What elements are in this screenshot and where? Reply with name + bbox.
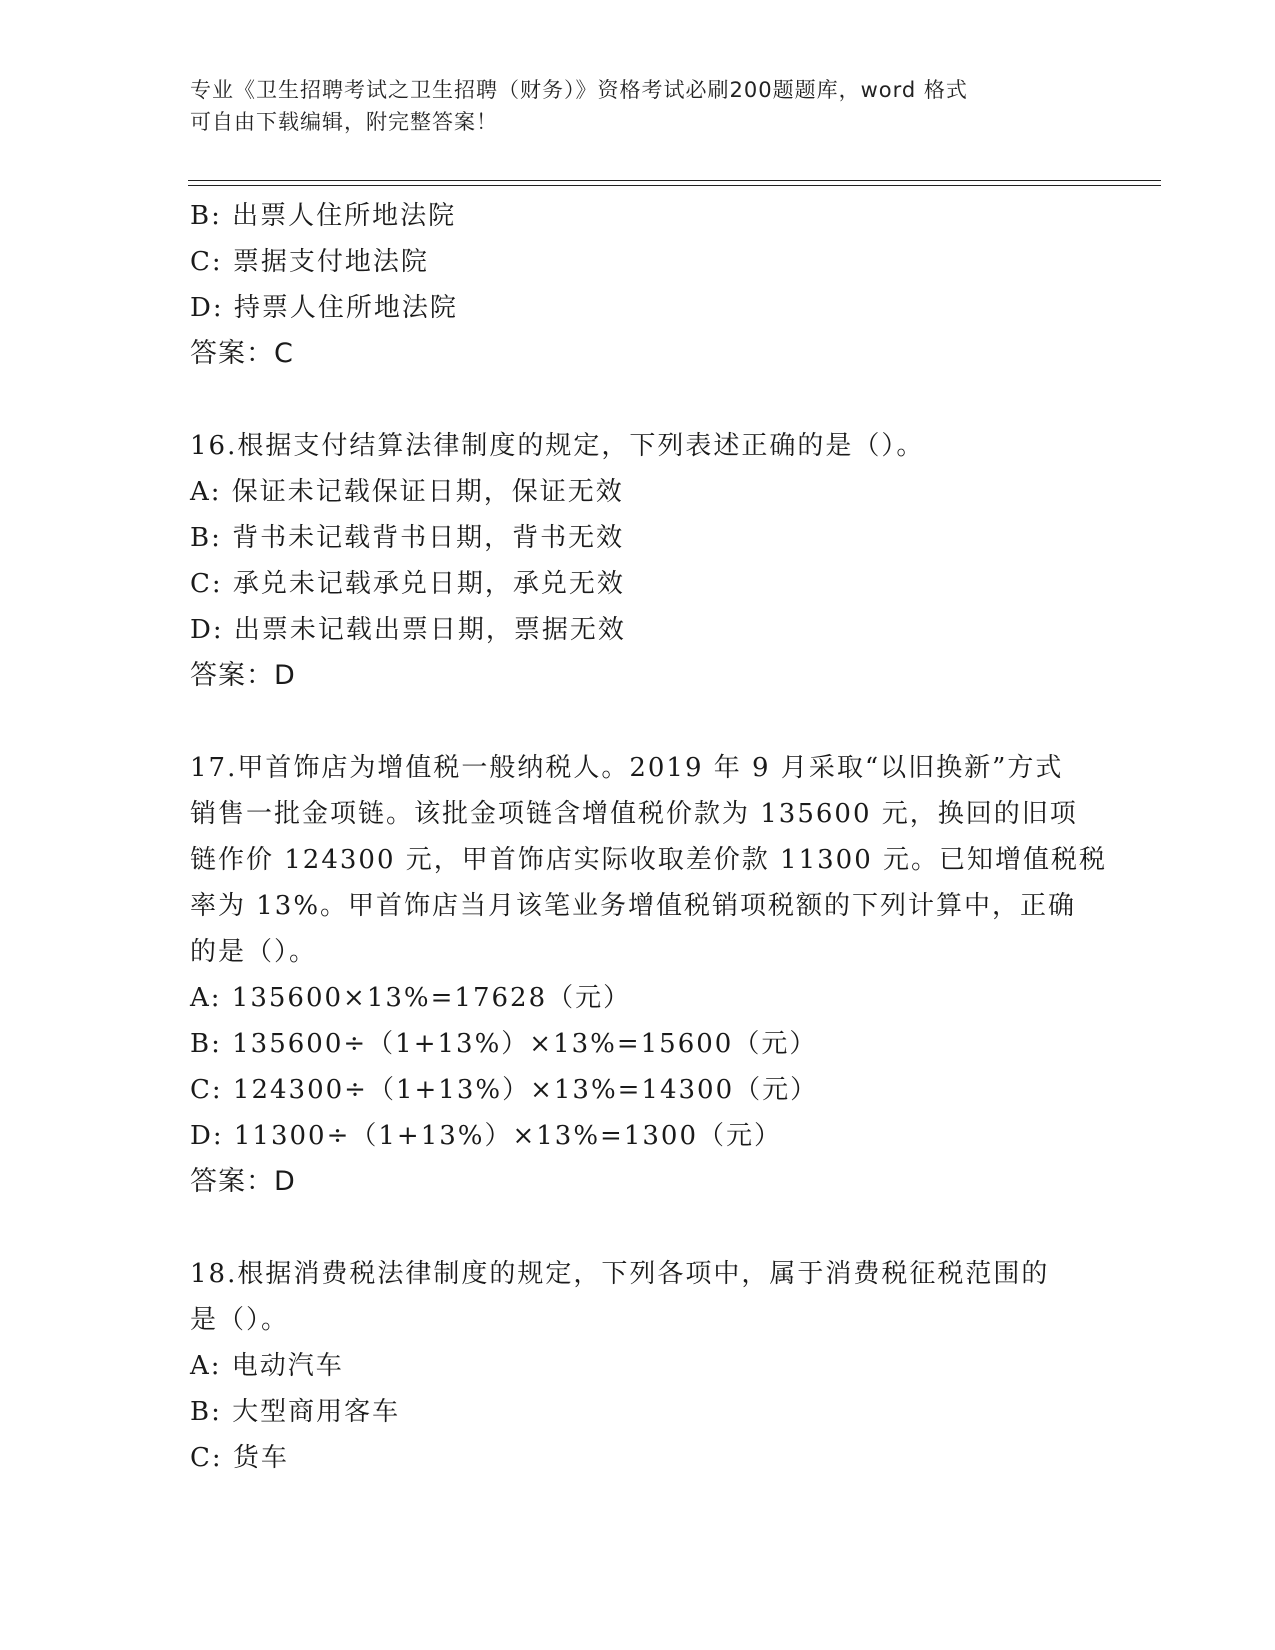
option-b: B: 背书未记载背书日期，背书无效 bbox=[190, 523, 625, 553]
header-divider-top bbox=[188, 180, 1161, 181]
question-16 bbox=[190, 423, 1090, 699]
question-text-line: 销售一批金项链。该批金项链含增值税价款为 135600 元，换回的旧项 bbox=[190, 799, 1078, 829]
answer-label: 答案：D bbox=[190, 1166, 296, 1197]
option-b: B: 大型商用客车 bbox=[190, 1397, 401, 1427]
question-text-line: 的是（）。 bbox=[190, 937, 318, 967]
option-d: D: 11300÷（1+13%）×13%=1300（元） bbox=[190, 1121, 783, 1151]
spacer bbox=[190, 1205, 1090, 1251]
option-d: D: 出票未记载出票日期，票据无效 bbox=[190, 615, 626, 645]
option-c: C: 货车 bbox=[190, 1443, 289, 1473]
header-divider-bottom bbox=[188, 185, 1161, 186]
question-18 bbox=[190, 1251, 1090, 1481]
question-15 bbox=[190, 193, 1090, 377]
spacer bbox=[190, 377, 1090, 423]
answer-label: 答案：C bbox=[190, 338, 294, 369]
header-title-line-1: 专业《卫生招聘考试之卫生招聘（财务）》资格考试必刷200题题库，word 格式 bbox=[190, 78, 968, 102]
question-text-line: 是（）。 bbox=[190, 1305, 290, 1335]
question-17 bbox=[190, 745, 1108, 1205]
option-b: B: 135600÷（1+13%）×13%=15600（元） bbox=[190, 1029, 818, 1059]
question-text-line: 链作价 124300 元，甲首饰店实际收取差价款 11300 元。已知增值税税 bbox=[190, 845, 1108, 875]
question-text-line: 18.根据消费税法律制度的规定，下列各项中，属于消费税征税范围的 bbox=[190, 1259, 1050, 1289]
header-title-line-2: 可自由下载编辑，附完整答案！ bbox=[190, 110, 498, 134]
option-c: C: 承兑未记载承兑日期，承兑无效 bbox=[190, 569, 625, 599]
option-c: C: 124300÷（1+13%）×13%=14300（元） bbox=[190, 1075, 819, 1105]
option-a: A: 电动汽车 bbox=[190, 1351, 344, 1381]
option-c: C: 票据支付地法院 bbox=[190, 247, 429, 277]
question-text: 16.根据支付结算法律制度的规定，下列表述正确的是（）。 bbox=[190, 431, 925, 461]
option-a: A: 135600×13%=17628（元） bbox=[190, 983, 632, 1013]
option-a: A: 保证未记载保证日期，保证无效 bbox=[190, 477, 624, 507]
document-header bbox=[190, 74, 1090, 138]
answer-label: 答案：D bbox=[190, 660, 296, 691]
spacer bbox=[190, 699, 1090, 745]
question-text-line: 率为 13%。甲首饰店当月该笔业务增值税销项税额的下列计算中，正确 bbox=[190, 891, 1077, 921]
question-list bbox=[190, 193, 1108, 1481]
option-d: D: 持票人住所地法院 bbox=[190, 293, 458, 323]
question-text-line: 17.甲首饰店为增值税一般纳税人。2019 年 9 月采取“以旧换新”方式 bbox=[190, 753, 1064, 783]
option-b: B: 出票人住所地法院 bbox=[190, 201, 457, 231]
